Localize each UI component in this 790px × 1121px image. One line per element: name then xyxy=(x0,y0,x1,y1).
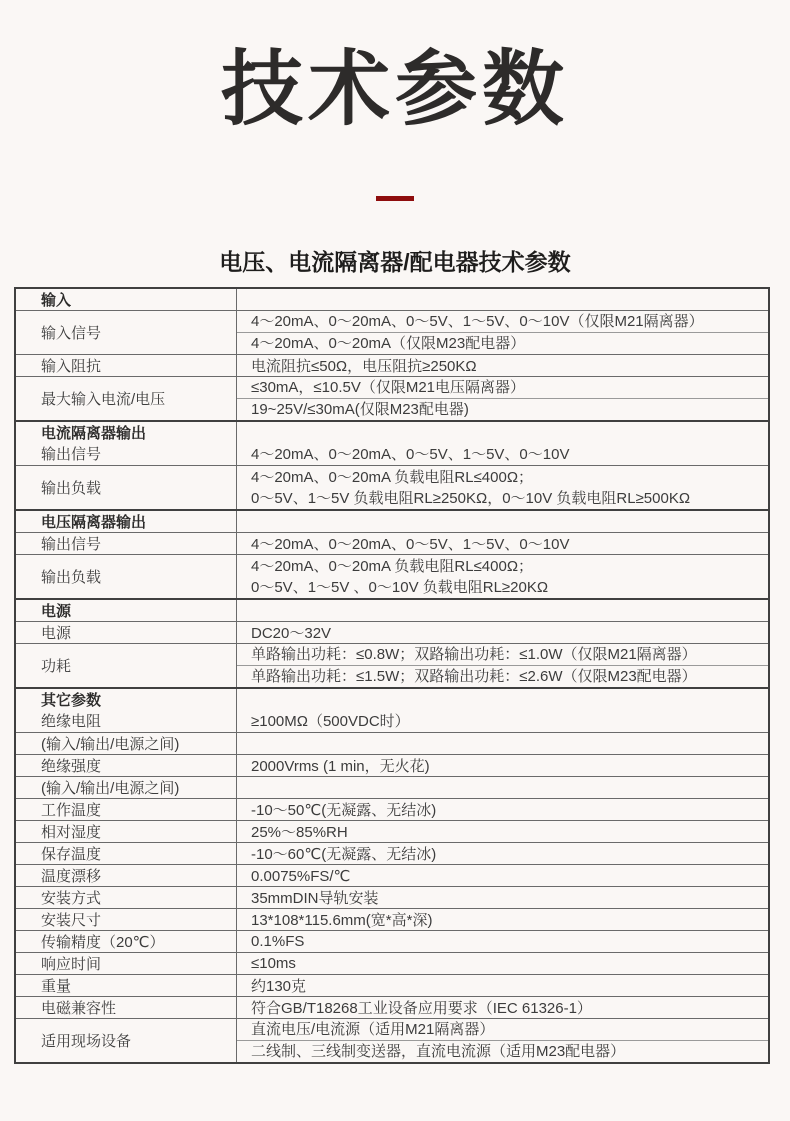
spec-value: 电流阻抗≤50Ω，电压阻抗≥250KΩ xyxy=(251,358,477,375)
spec-label: (输入/输出/电源之间) xyxy=(16,777,237,798)
row-weight xyxy=(16,974,768,996)
table-subtitle: 电压、电流隔离器/配电器技术参数 xyxy=(219,249,571,275)
spec-value: 0.0075%FS/℃ xyxy=(251,867,351,885)
spec-value: 13*108*115.6mm(宽*高*深) xyxy=(251,912,433,929)
spec-value-empty xyxy=(237,511,768,532)
spec-table xyxy=(14,287,770,1064)
spec-label: 安装尺寸 xyxy=(16,909,237,930)
spec-value: 直流电压/电流源（适用M21隔离器） xyxy=(251,1021,495,1038)
spec-value: ≥100MΩ（500VDC时） xyxy=(251,713,410,730)
spec-value: 4～20mA、0～20mA、0～5V、1～5V、0～10V xyxy=(251,536,570,553)
row-input-signal xyxy=(16,310,768,354)
spec-value: 25%～85%RH xyxy=(251,824,348,841)
row-between-note-2 xyxy=(16,776,768,798)
row-output-load-voltage xyxy=(16,554,768,598)
spec-label: 输入信号 xyxy=(16,311,237,354)
spec-value-group xyxy=(237,311,768,354)
spec-value: 35mmDIN导轨安装 xyxy=(251,890,379,907)
spec-value: 二线制、三线制变送器，直流电流源（适用M23配电器） xyxy=(237,1040,768,1062)
spec-value: 4～20mA、0～20mA 负载电阻RL≤400Ω； xyxy=(251,468,534,486)
row-insulation-strength xyxy=(16,754,768,776)
spec-label: 输入阻抗 xyxy=(16,355,237,376)
row-temp-drift xyxy=(16,864,768,886)
page xyxy=(0,34,790,1064)
spec-value-empty xyxy=(237,289,768,310)
spec-value-empty xyxy=(237,733,768,754)
spec-label: 最大输入电流/电压 xyxy=(16,377,237,420)
spec-value: ≤10ms xyxy=(251,955,296,972)
row-voltage-isolator-section xyxy=(16,509,768,532)
spec-value: -10～60℃(无凝露、无结冰) xyxy=(251,846,437,863)
spec-label: 输出负载 xyxy=(16,555,237,598)
spec-value: 符合GB/T18268工业设备应用要求（IEC 61326-1） xyxy=(251,1000,592,1017)
spec-value: 4～20mA、0～20mA（仅限M23配电器） xyxy=(237,332,768,354)
spec-label: 工作温度 xyxy=(16,799,237,820)
row-emc xyxy=(16,996,768,1018)
row-power-section xyxy=(16,598,768,621)
spec-value: 4～20mA、0～20mA 负载电阻RL≤400Ω； xyxy=(251,557,534,575)
row-field-devices xyxy=(16,1018,768,1062)
row-max-input xyxy=(16,376,768,420)
spec-value-group xyxy=(237,1019,768,1062)
spec-label: 输出负载 xyxy=(16,466,237,509)
spec-label: 输出信号 xyxy=(41,445,102,463)
row-current-isolator-output xyxy=(16,420,768,465)
spec-label: 响应时间 xyxy=(16,953,237,974)
spec-value-group xyxy=(237,644,768,687)
spec-value-cell xyxy=(237,555,768,598)
spec-value-empty xyxy=(237,600,768,621)
spec-label-group xyxy=(16,689,237,732)
spec-value-group xyxy=(237,377,768,420)
spec-value-cell xyxy=(237,689,768,732)
spec-label-group xyxy=(16,422,237,465)
spec-label: (输入/输出/电源之间) xyxy=(16,733,237,754)
row-operating-temp xyxy=(16,798,768,820)
spec-label: 绝缘电阻 xyxy=(41,712,102,730)
spec-label: 重量 xyxy=(16,975,237,996)
spec-value: 单路输出功耗：≤1.5W；双路输出功耗：≤2.6W（仅限M23配电器） xyxy=(237,665,768,687)
spec-label: 相对湿度 xyxy=(16,821,237,842)
spec-value: 4～20mA、0～20mA、0～5V、1～5V、0～10V（仅限M21隔离器） xyxy=(251,313,704,330)
spec-label: 功耗 xyxy=(16,644,237,687)
row-dimensions xyxy=(16,908,768,930)
spec-label: 温度漂移 xyxy=(16,865,237,886)
spec-value: 2000Vrms (1 min，无火花) xyxy=(251,758,430,775)
spec-value-empty xyxy=(237,777,768,798)
spec-value: 单路输出功耗：≤0.8W；双路输出功耗：≤1.0W（仅限M21隔离器） xyxy=(251,646,697,663)
row-input-section xyxy=(16,289,768,310)
spec-label: 输出信号 xyxy=(16,533,237,554)
row-relative-humidity xyxy=(16,820,768,842)
row-other-params xyxy=(16,687,768,732)
row-input-impedance xyxy=(16,354,768,376)
spec-value: 0.1%FS xyxy=(251,933,305,950)
spec-label: 传输精度（20℃） xyxy=(16,931,237,952)
section-label: 电压隔离器输出 xyxy=(16,511,237,532)
spec-value: DC20～32V xyxy=(251,625,332,642)
row-between-note-1 xyxy=(16,732,768,754)
spec-value: -10～50℃(无凝露、无结冰) xyxy=(251,802,437,819)
spec-label: 适用现场设备 xyxy=(16,1019,237,1062)
section-label: 输入 xyxy=(16,289,237,310)
spec-value: 0～5V、1～5V 负载电阻RL≥250KΩ，0～10V 负载电阻RL≥500KΩ xyxy=(251,489,691,507)
spec-label: 保存温度 xyxy=(16,843,237,864)
row-output-signal-voltage xyxy=(16,532,768,554)
row-storage-temp xyxy=(16,842,768,864)
spec-label: 电磁兼容性 xyxy=(16,997,237,1018)
spec-label: 电源 xyxy=(16,622,237,643)
section-label: 电源 xyxy=(16,600,237,621)
row-accuracy xyxy=(16,930,768,952)
row-response-time xyxy=(16,952,768,974)
spec-value: 4～20mA、0～20mA、0～5V、1～5V、0～10V xyxy=(251,446,570,463)
spec-label: 绝缘强度 xyxy=(16,755,237,776)
section-label: 电流隔离器输出 xyxy=(41,424,147,442)
spec-value-cell xyxy=(237,466,768,509)
row-output-load-current xyxy=(16,465,768,509)
spec-label: 安装方式 xyxy=(16,887,237,908)
spec-value: 约130克 xyxy=(251,978,307,995)
spec-value: ≤30mA，≤10.5V（仅限M21电压隔离器） xyxy=(251,379,526,396)
spec-value: 19~25V/≤30mA(仅限M23配电器) xyxy=(237,398,768,420)
page-title: 技术参数 xyxy=(220,44,569,135)
row-power-supply xyxy=(16,621,768,643)
red-divider xyxy=(376,196,414,201)
spec-value: 0～5V、1～5V 、0～10V 负载电阻RL≥20KΩ xyxy=(251,578,549,596)
spec-value-cell xyxy=(237,422,768,465)
row-power-consumption xyxy=(16,643,768,687)
section-label: 其它参数 xyxy=(41,691,102,709)
row-mounting xyxy=(16,886,768,908)
